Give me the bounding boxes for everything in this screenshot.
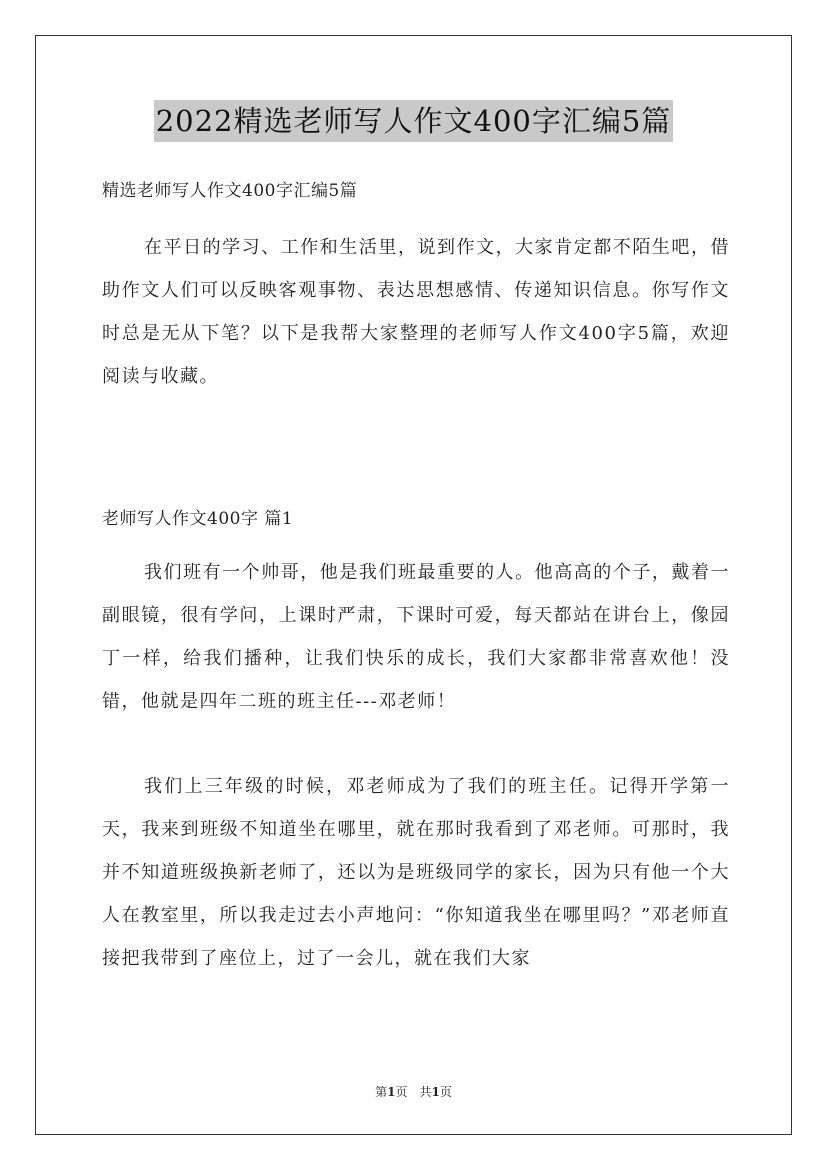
footer-suffix: 页 [439,1085,452,1099]
body-section-2 [102,765,730,980]
intro-section [102,226,730,398]
footer-current-page: 1 [387,1085,396,1099]
page-footer [0,1083,827,1100]
section-heading: 老师写人作文400字 篇1 [102,509,294,529]
body-paragraph-2: 我们上三年级的时候，邓老师成为了我们的班主任。记得开学第一天，我来到班级不知道坐在哪里，就在那时我看到了邓老师。可那时，我并不知道班级换新老师了，还以为是班级同学的家长，因为只有他一个大人在教室里，所以我走过去小声地问：“你知道我坐在哪里吗？”邓老师直接把我带到了座位上，过了一会儿，就在我们大家 [102,776,730,969]
body-paragraph-1: 我们班有一个帅哥，他是我们班最重要的人。他高高的个子，戴着一副眼镜，很有学问，上课时严肃，下课时可爱，每天都站在讲台上，像园丁一样，给我们播种，让我们快乐的成长，我们大家都非常喜欢他！没错，他就是四年二班的班主任---邓老师！ [102,562,730,712]
document-subtitle: 精选老师写人作文400字汇编5篇 [102,181,358,201]
document-title-container [0,100,827,142]
document-title: 2022精选老师写人作文400字汇编5篇 [154,100,674,142]
intro-paragraph: 在平日的学习、工作和生活里，说到作文，大家肯定都不陌生吧，借助作文人们可以反映客观事物、表达思想感情、传递知识信息。你写作文时总是无从下笔？以下是我帮大家整理的老师写人作文400字5篇，欢迎阅读与收藏。 [102,237,730,387]
footer-prefix: 第 [375,1085,388,1099]
footer-mid: 页 共 [395,1085,432,1099]
footer-total-pages: 1 [431,1085,440,1099]
body-section-1 [102,551,730,723]
